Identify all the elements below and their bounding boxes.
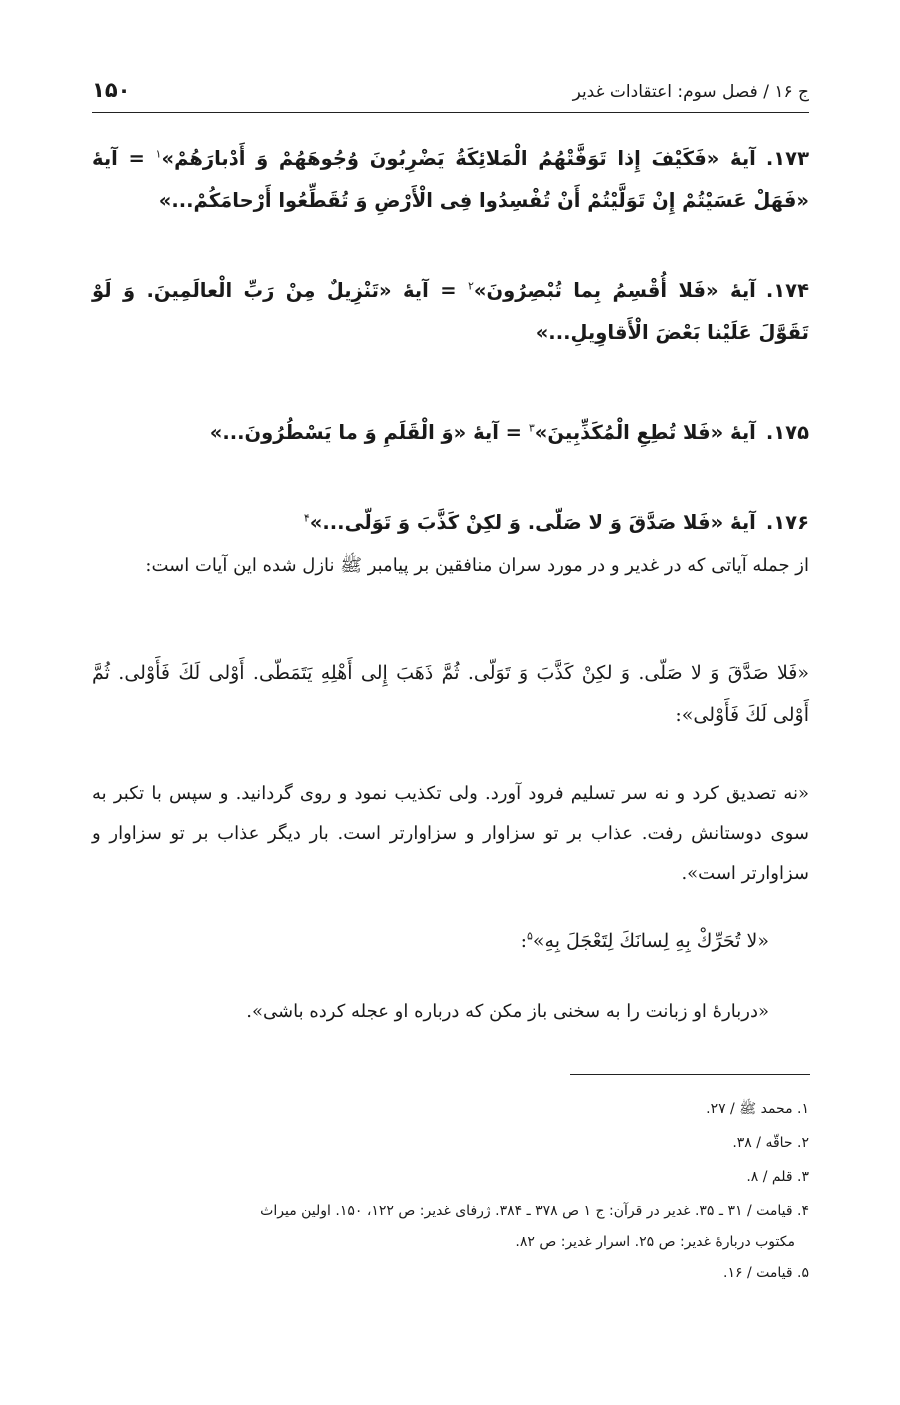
verse-number: ۱۷۳. xyxy=(765,147,809,170)
footnote-ref-5[interactable]: ۵ xyxy=(526,929,533,943)
book-page xyxy=(92,0,809,1405)
footnote-4-line-1: ۴. قیامت / ۳۱ ـ ۳۵. غدیر در قرآن: ج ۱ ص ۳۷۸ ـ ۳۸۴. ژرفای غدیر: ص ۱۲۲، ۱۵۰. اولین میراث xyxy=(260,1203,809,1219)
footnote-2: ۲. حاقّه / ۳۸. xyxy=(732,1135,809,1151)
verse-text: آیهٔ «فَلا صَدَّقَ وَ لا صَلّى. وَ لكِنْ كَذَّبَ وَ تَوَلّى...» xyxy=(309,511,756,534)
verse-173 xyxy=(92,138,809,222)
footnote-ref-4[interactable]: ۴ xyxy=(303,511,310,525)
arabic-quote-2 xyxy=(92,920,809,962)
footnote-ref-1[interactable]: ۱ xyxy=(155,147,162,161)
verse-text-continued: = آیهٔ «تَنْزِيلٌ مِنْ رَبِّ الْعالَمِينَ. وَ لَوْ تَقَوَّلَ عَلَيْنا بَعْضَ الْأَقاوِيلِ...» xyxy=(92,279,809,344)
verse-text: آیهٔ «فَلا تُطِعِ الْمُكَذِّبِينَ» xyxy=(534,421,756,444)
footnote-ref-3[interactable]: ۳ xyxy=(528,421,535,435)
footnote-1: ۱. محمد ﷺ / ۲۷. xyxy=(706,1101,809,1117)
arabic-quote: «فَلا صَدَّقَ وَ لا صَلّى. وَ لكِنْ كَذَّبَ وَ تَوَلّى. ثُمَّ ذَهَبَ إِلى أَهْلِهِ يَتَمَطّى. أَوْلى لَكَ فَأَوْلى. ثُمَّ أَوْلى لَكَ فَأَوْلى»: xyxy=(92,662,809,726)
intro-paragraph: از جمله آیاتی که در غدیر و در مورد سران منافقین بر پیامبر ﷺ نازل شده این آیات است: xyxy=(145,555,809,576)
quote-text: «لا تُحَرِّكْ بِهِ لِسانَكَ لِتَعْجَلَ بِهِ» xyxy=(532,930,769,952)
footnote-4 xyxy=(92,1194,809,1256)
verse-176 xyxy=(92,502,809,544)
verse-text-continued: = آیهٔ «فَهَلْ عَسَيْتُمْ إِنْ تَوَلَّيْتُمْ أَنْ تُفْسِدُوا فِى الْأَرْضِ وَ تُقَطِّعُوا أَرْحامَكُمْ...» xyxy=(92,147,809,212)
footnote-5: ۵. قیامت / ۱۶. xyxy=(723,1265,809,1281)
footnote-3: ۳. قلم / ۸. xyxy=(746,1169,809,1185)
verse-174 xyxy=(92,270,809,354)
verse-175 xyxy=(92,412,809,454)
translation-paragraph: «نه تصدیق کرد و نه سر تسلیم فرود آورد. ولی تکذیب نمود و روی گردانید. و سپس با تکبر به سوی دوستانش رفت. عذاب بر تو سزاوار و سزاوارتر است. بار دیگر عذاب بر تو سزاوار و سزاوارتر است». xyxy=(92,783,809,884)
verse-text-continued: = آیهٔ «وَ الْقَلَمِ وَ ما يَسْطُرُونَ...» xyxy=(209,421,529,444)
verse-number: ۱۷۵. xyxy=(765,421,809,444)
page-header xyxy=(92,78,809,113)
quote-end: : xyxy=(520,930,527,952)
footnote-separator xyxy=(570,1074,810,1075)
translation-paragraph-2: «دربارهٔ او زبانت را به سخنی باز مکن که درباره او عجله کرده باشی». xyxy=(246,1001,769,1022)
footnote-4-line-2: مکتوب دربارهٔ غدیر: ص ۲۵. اسرار غدیر: ص ۸۲. xyxy=(515,1234,795,1250)
page-number: ۱۵۰ xyxy=(92,78,131,102)
footnote-ref-2[interactable]: ۲ xyxy=(467,279,474,293)
footnotes-list xyxy=(92,1092,809,1290)
running-head: ج ۱۶ / فصل سوم: اعتقادات غدیر xyxy=(572,82,809,102)
verse-text: آیهٔ «فَكَيْفَ إِذا تَوَفَّتْهُمُ الْمَلائِكَةُ يَضْرِبُونَ وُجُوهَهُمْ وَ أَدْبارَهُمْ» xyxy=(161,147,756,170)
verse-number: ۱۷۶. xyxy=(765,511,809,534)
verse-number: ۱۷۴. xyxy=(765,279,809,302)
verse-text: آیهٔ «فَلا أُقْسِمُ بِما تُبْصِرُونَ» xyxy=(473,279,756,302)
